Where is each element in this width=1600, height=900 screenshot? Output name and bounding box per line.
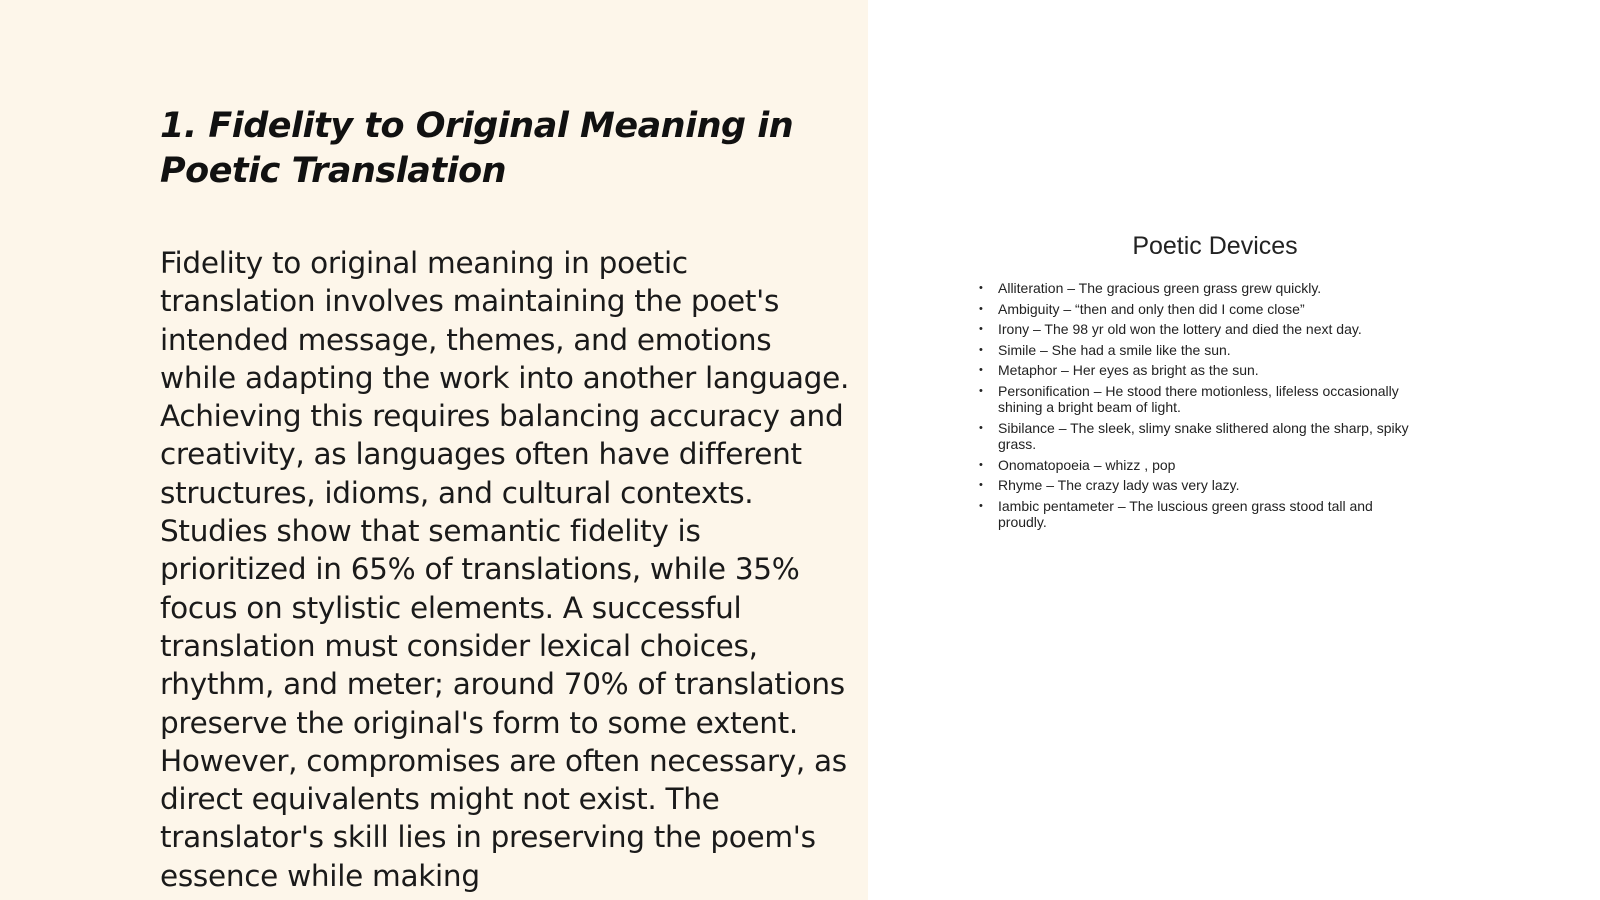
body-text: Fidelity to original meaning in poetic translation involves maintaining the poet's intended message, themes, and emotions while adapting the work into another language. Achieving this requires balancing accuracy and creativity, as languages often have different structures, idioms, and cultural contexts. Studies show that semantic fidelity is prioritized in 65% of translations, while 35% focus on stylistic elements. A successful translation must consider lexical choices, rhythm, and meter; around 70% of translations preserve the original's form to some extent. However, compromises are often necessary, as direct equivalents might not exist. The translator's skill lies in preserving the poem's essence while making [160,246,850,893]
poetic-devices-title: Poetic Devices [1132,232,1298,260]
bullet-icon: • [979,302,983,315]
list-item-text: Iambic pentameter – The luscious green grass stood tall and proudly. [998,497,1373,530]
bullet-icon: • [979,499,983,512]
list-item-text: Onomatopoeia – whizz , pop [998,456,1176,473]
list-item [970,420,1424,453]
poetic-devices-image [970,226,1440,535]
list-item [970,280,1424,297]
list-item [970,498,1424,531]
list-item [970,362,1424,379]
list-item-text: Irony – The 98 yr old won the lottery and died the next day. [998,321,1362,337]
bullet-icon: • [979,364,983,376]
list-item-text: Rhyme – The crazy lady was very lazy. [998,477,1240,493]
bullet-icon: • [979,384,983,397]
list-item-text: Personification – He stood there motionless, lifeless occasionally shining a bright beam of light. [998,382,1399,415]
list-item-text: Alliteration – The gracious green grass grew quickly. [998,280,1322,296]
bullet-icon: • [979,458,983,471]
bullet-icon: • [979,479,983,491]
bullet-icon: • [979,282,983,294]
bullet-icon: • [979,421,983,434]
list-item-text: Sibilance – The sleek, slimy snake slithered along the sharp, spiky grass. [998,419,1409,452]
slide-title: 1. Fidelity to Original Meaning in Poetic Translation [160,106,794,191]
list-item [970,342,1424,359]
list-item-text: Metaphor – Her eyes as bright as the sun. [998,362,1259,378]
list-item [970,321,1424,338]
list-item-text: Ambiguity – “then and only then did I come close” [998,300,1305,317]
list-item [970,477,1424,494]
poetic-devices-list [970,280,1440,531]
list-item [970,383,1424,416]
bullet-icon: • [979,343,983,356]
list-item [970,457,1424,474]
list-item-text: Simile – She had a smile like the sun. [998,341,1231,358]
bullet-icon: • [979,323,983,335]
list-item [970,301,1424,318]
